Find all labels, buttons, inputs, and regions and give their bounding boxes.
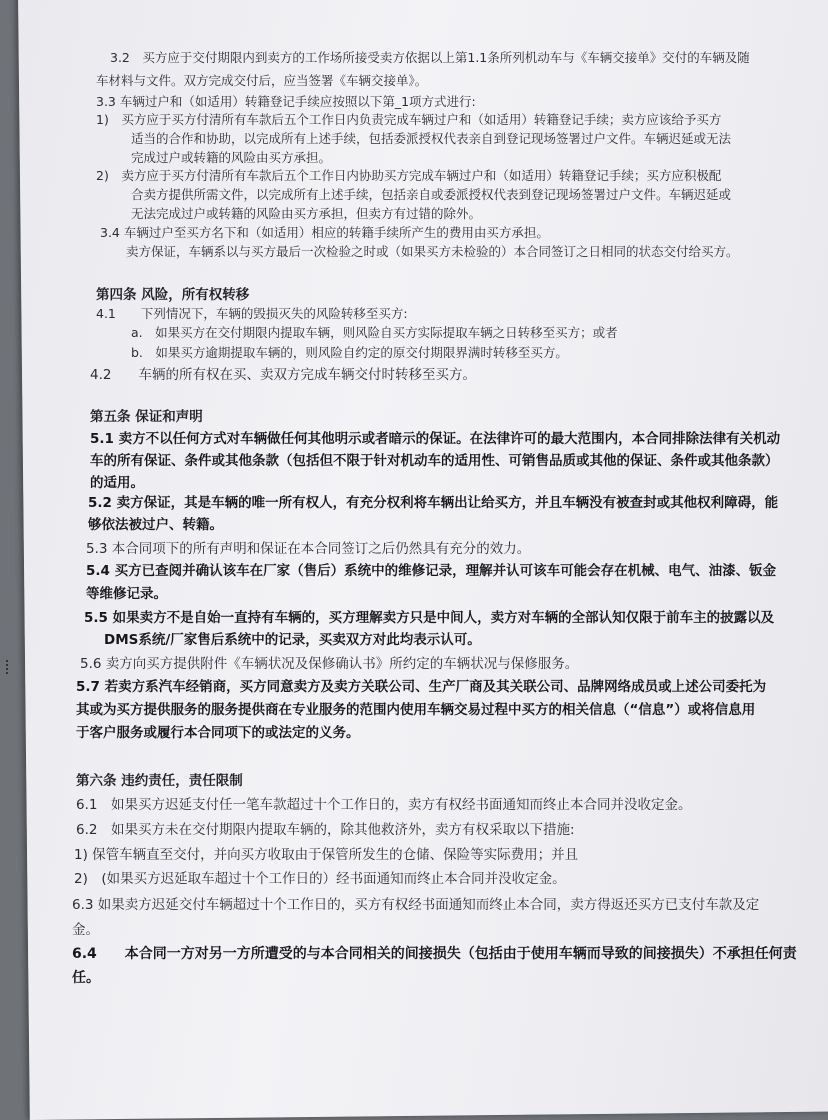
clause-6-3-line-1: 6.3 如果卖方迟延交付车辆超过十个工作日的，买方有权经书面通知而终止本合同，卖方得返还买方已支付车款及定 bbox=[72, 897, 760, 913]
clause-6-3-line-2: 金。 bbox=[72, 922, 99, 938]
clause-3-3-item-2-line-2: 合卖方提供所需文件，以完成所有上述手续，包括亲自或委派授权代表到登记现场签署过户文件。车辆迟延或 bbox=[131, 187, 732, 202]
article-4-title: 第四条 风险，所有权转移 bbox=[96, 287, 250, 303]
clause-3-4-line-1: 3.4 车辆过户至买方名下和（如适用）相应的转籍手续所产生的费用由买方承担。 bbox=[100, 225, 549, 240]
article-5-title: 第五条 保证和声明 bbox=[90, 409, 203, 425]
clause-4-1-a: a. 如果买方在交付期限内提取车辆，则风险自买方实际提取车辆之日转移至买方；或者 bbox=[131, 325, 618, 340]
clause-5-4-line-1: 5.4 买方已查阅并确认该车在厂家（售后）系统中的维修记录，理解并认可该车可能会存在机械、电气、油漆、钣金 bbox=[86, 563, 777, 579]
clause-5-7-line-3: 于客户服务或履行本合同项下的或法定的义务。 bbox=[76, 725, 360, 741]
clause-4-1: 4.1 下列情况下，车辆的毁损灭失的风险转移至买方: bbox=[96, 306, 408, 321]
clause-5-5-line-2: DMS系统/厂家售后系统中的记录，买卖双方对此均表示认可。 bbox=[104, 632, 481, 648]
clause-5-5-line-1: 5.5 如果卖方不是自始一直持有车辆的，买方理解卖方只是中间人，卖方对车辆的全部认知仅限于前车主的披露以及 bbox=[84, 610, 775, 626]
clause-3-3-item-1-line-1: 1) 买方应于买方付清所有车款后五个工作日内负责完成车辆过户和（如适用）转籍登记手续；卖方应该给予买方 bbox=[96, 112, 722, 127]
article-6-title: 第六条 违约责任，责任限制 bbox=[76, 773, 243, 789]
clause-5-6: 5.6 卖方向买方提供附件《车辆状况及保修确认书》所约定的车辆状况与保修服务。 bbox=[80, 656, 579, 672]
clause-4-2: 4.2 车辆的所有权在买、卖双方完成车辆交付时转移至买方。 bbox=[90, 367, 476, 383]
clause-6-2-measure-1: 1) 保管车辆直至交付，并向买方收取由于保管所发生的仓储、保险等实际费用；并且 bbox=[74, 847, 579, 863]
clause-5-7-line-1: 5.7 若卖方系汽车经销商，买方同意卖方及卖方关联公司、生产厂商及其关联公司、品牌网络成员或上述公司委托为 bbox=[76, 679, 767, 695]
clause-5-7-line-2: 其或为买方提供服务的服务提供商在专业服务的范围内使用车辆交易过程中买方的相关信息（“信息”）或将信息用 bbox=[76, 702, 756, 718]
clause-3-3-item-2-line-1: 2) 卖方应于买方付清所有车款后五个工作日内协助买方完成车辆过户和（如适用）转籍登记手续；买方应积极配 bbox=[96, 168, 722, 183]
clause-5-2-line-1: 5.2 卖方保证，其是车辆的唯一所有权人，有充分权利将车辆出让给买方，并且车辆没有被查封或其他权利障碍，能 bbox=[88, 495, 779, 511]
clause-3-3-title: 3.3 车辆过户和（如适用）转籍登记手续应按照以下第_1项方式进行: bbox=[96, 94, 476, 109]
clause-5-3: 5.3 本合同项下的所有声明和保证在本合同签订之后仍然具有充分的效力。 bbox=[86, 541, 531, 557]
clause-3-3-item-1-line-3: 完成过户或转籍的风险由买方承担。 bbox=[131, 150, 332, 165]
clause-6-2-measure-2: 2) (如果买方迟延取车超过十个工作日的）经书面通知而终止本合同并没收定金。 bbox=[74, 871, 566, 887]
clause-3-2-line-2: 车材料与文件。双方完成交付后，应当签署《车辆交接单》。 bbox=[96, 73, 428, 88]
clause-6-4-line-2: 任。 bbox=[72, 970, 100, 986]
clause-5-2-line-2: 够依法被过户、转籍。 bbox=[88, 517, 223, 533]
clause-3-3-item-1-line-2: 适当的合作和协助，以完成所有上述手续，包括委派授权代表亲自到登记现场签署过户文件。车辆迟延或无法 bbox=[131, 131, 732, 146]
clause-3-4-line-2: 卖方保证，车辆系以与买方最后一次检验之时或（如果买方未检验的）本合同签订之日相同的状态交付给买方。 bbox=[126, 244, 739, 259]
clause-6-4-line-1: 6.4 本合同一方对另一方所遭受的与本合同相关的间接损失（包括由于使用车辆而导致的间接损失）不承担任何责 bbox=[72, 946, 797, 962]
clause-5-1-line-2: 车的所有保证、条件或其他条款（包括但不限于针对机动车的适用性、可销售品质或其他的保证、条件或其他条款） bbox=[90, 453, 779, 469]
clause-3-3-item-2-line-3: 无法完成过户或转籍的风险由买方承担，但卖方有过错的除外。 bbox=[131, 206, 482, 221]
margin-mark bbox=[6, 660, 12, 674]
clause-3-2-line-1: 3.2 买方应于交付期限内到卖方的工作场所接受卖方依据以上第1.1条所列机动车与《车辆交接单》交付的车辆及随 bbox=[110, 50, 750, 65]
clause-6-1: 6.1 如果买方迟延支付任一笔车款超过十个工作日的，卖方有权经书面通知而终止本合同并没收定金。 bbox=[76, 797, 692, 813]
clause-5-4-line-2: 等维修记录。 bbox=[86, 586, 167, 602]
clause-5-1-line-3: 的适用。 bbox=[90, 475, 144, 491]
clause-4-1-b: b. 如果买方逾期提取车辆的，则风险自约定的原交付期限界满时转移至买方。 bbox=[131, 345, 568, 360]
clause-6-2: 6.2 如果买方未在交付期限内提取车辆的，除其他救济外，卖方有权采取以下措施: bbox=[76, 822, 575, 838]
clause-5-1-line-1: 5.1 卖方不以任何方式对车辆做任何其他明示或者暗示的保证。在法律许可的最大范围内，本合同排除法律有关机动 bbox=[90, 431, 781, 447]
